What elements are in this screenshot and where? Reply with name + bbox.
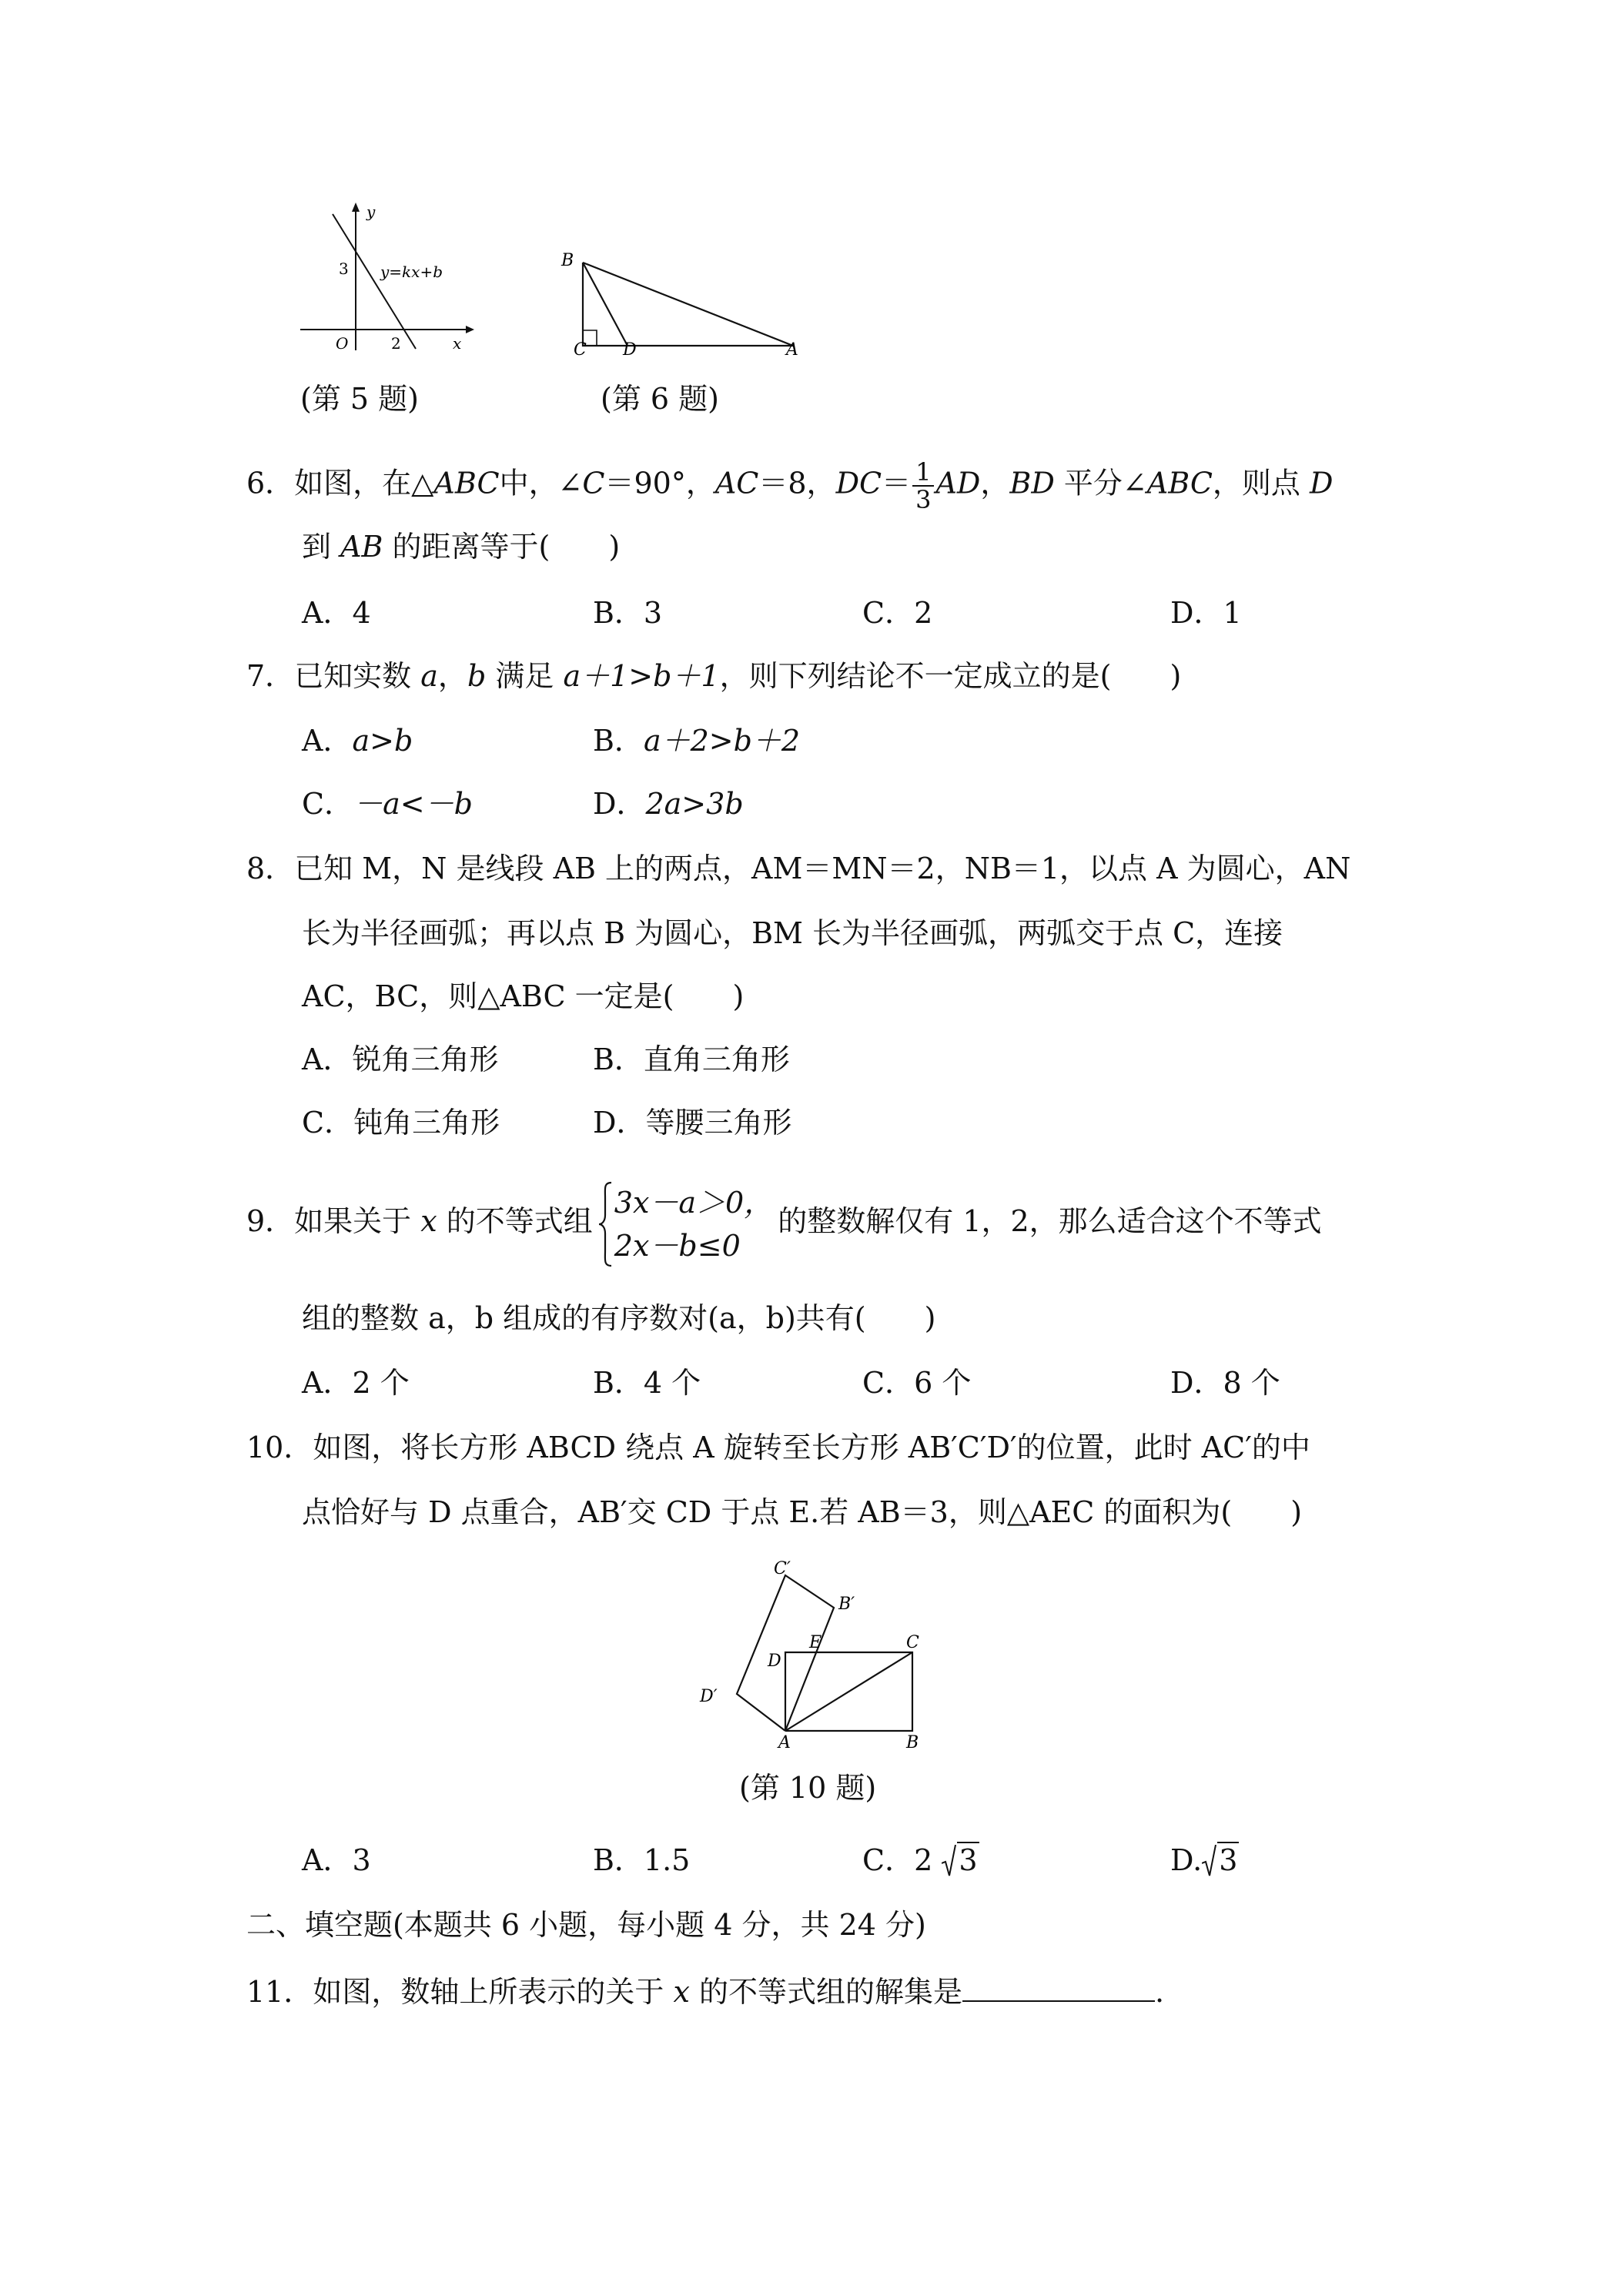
q6-text-c: ＝90°， [604,466,715,500]
q6-text-d: ＝8， [758,466,836,500]
fig10-label-b-prime: B′ [838,1595,855,1614]
q6-option-c[interactable]: C．2 [862,596,933,630]
figure-5-caption: (第 5 题) [300,382,419,416]
q6-frac-den: 3 [915,485,932,514]
q6-ab: AB [340,530,383,564]
q11-answer-blank[interactable] [962,1973,1155,2002]
fig6-label-d: D [623,340,637,358]
q7-a: a [420,659,438,693]
fig6-label-c: C [574,340,587,358]
fig10-label-b: B [906,1733,919,1748]
question-11-stem [246,1973,1164,2009]
q6-ad: AD [935,466,981,500]
sqrt-icon [1202,1843,1239,1877]
brace-icon [597,1181,613,1267]
section-2-heading: 二、填空题(本题共 6 小题，每小题 4 分，共 24 分) [246,1908,926,1942]
q9-option-d[interactable]: D．8 个 [1170,1366,1280,1400]
q9-option-a[interactable]: A．2 个 [302,1366,410,1400]
fig5-origin: O [336,334,349,353]
q7-condition: a＋1>b＋1 [563,659,720,693]
q6-frac-num: 1 [912,459,934,487]
q7-option-d-text: 2a>3b [645,787,744,821]
q7-option-b-text: a＋2>b＋2 [643,724,801,758]
question-8-line-2: 长为半径画弧；再以点 B 为圆心，BM 长为半径画弧，两弧交于点 C，连接 [302,916,1283,950]
q8-option-c[interactable]: C．钝角三角形 [302,1106,500,1140]
fig5-y-label: y [366,202,376,221]
q6-abc-2: ABC [1146,466,1213,500]
question-6-line-2 [302,530,620,564]
fig6-label-b: B [561,251,574,270]
q7-text-b: ， [437,659,467,693]
q10-option-c-root: 3 [959,1843,978,1877]
q7-option-d-label: D． [593,787,646,821]
question-7-stem [246,659,1181,693]
fig6-label-a: A [786,340,798,358]
sqrt-icon [942,1843,979,1877]
q11-x: x [673,1975,690,2009]
q6-fraction [912,459,934,513]
q6-option-d[interactable]: D．1 [1170,596,1242,630]
q9-text-a: 9．如果关于 [246,1204,421,1238]
fig10-label-c: C [906,1633,919,1652]
q6-dc: DC [835,466,882,500]
question-10-line-1: 10．如图，将长方形 ABCD 绕点 A 旋转至长方形 AB′C′D′的位置，此时 AC′的中 [246,1431,1310,1464]
q6-abc: ABC [433,466,500,500]
q6-text-i: 的距离等于( ) [383,530,621,564]
q6-ac: AC [714,466,759,500]
fig10-label-d-prime: D′ [700,1687,718,1706]
q11-text-c: . [1154,1975,1165,2009]
fig10-label-a: A [778,1733,791,1748]
q7-text-d: ，则下列结论不一定成立的是( ) [719,659,1182,693]
q7-option-a[interactable] [302,724,413,758]
q11-text-b: 的不等式组的解集是 [689,1975,962,2009]
q11-text-a: 11．如图，数轴上所表示的关于 [246,1975,674,2009]
q9-inequality-system [597,1181,773,1267]
fig10-label-d: D [768,1652,781,1671]
fig5-x-label: x [453,334,462,353]
q7-option-a-text: a>b [352,724,413,758]
q9-inequality-2: 2x－b≤0 [614,1228,741,1263]
q7-option-c[interactable] [302,787,473,821]
q7-text-a: 7．已知实数 [246,659,421,693]
question-8-line-3: AC，BC，则△ABC 一定是( ) [302,979,745,1013]
q10-option-c-label: C．2 [862,1843,933,1877]
q10-option-d-label: D. [1170,1843,1203,1877]
q6-d: D [1310,466,1334,500]
q7-text-c: 满足 [486,659,564,693]
q6-text-e: ， [980,466,1010,500]
q9-x: x [420,1204,437,1238]
figure-10-caption: (第 10 题) [739,1771,877,1805]
q6-text-g: ，则点 [1212,466,1310,500]
q10-option-b[interactable]: B．1.5 [593,1843,691,1877]
figure-5-graph [300,200,477,354]
question-10-line-2: 点恰好与 D 点重合，AB′交 CD 于点 E.若 AB＝3，则△AEC 的面积为( ) [302,1495,1303,1529]
q6-option-b[interactable]: B．3 [593,596,663,630]
q6-eq: ＝ [882,466,912,500]
q10-option-d-root: 3 [1219,1843,1238,1877]
q7-option-c-label: C． [302,787,354,821]
q7-option-a-label: A． [302,724,353,758]
question-8-line-1: 8．已知 M，N 是线段 AB 上的两点，AM＝MN＝2，NB＝1，以点 A 为圆心，AN [246,852,1351,885]
q10-option-c[interactable] [862,1843,979,1877]
q9-inequality-1: 3x－a＞0， [614,1185,774,1220]
figure-6-caption: (第 6 题) [601,382,719,416]
q7-b: b [467,659,487,693]
fig5-equation: y=kx+b [380,263,443,281]
q6-c: C [582,466,605,500]
q8-option-b[interactable]: B．直角三角形 [593,1043,790,1076]
figure-10-rectangles [697,1548,943,1748]
q10-option-a[interactable]: A．3 [302,1843,371,1877]
fig5-x-intercept: 2 [391,334,401,353]
fig10-label-e: E [809,1633,822,1652]
q7-option-c-text: －a<－b [353,787,473,821]
q6-text-a: 6．如图，在△ [246,466,434,500]
fig5-y-intercept: 3 [339,259,349,278]
q9-option-c[interactable]: C．6 个 [862,1366,972,1400]
figure-6-triangle [558,243,812,358]
fig10-label-c-prime: C′ [774,1559,791,1578]
q6-bd: BD [1009,466,1055,500]
q9-text-c: 的整数解仅有 1，2，那么适合这个不等式 [778,1204,1322,1238]
question-9-line-1 [246,1178,1322,1267]
q6-option-a[interactable]: A．4 [302,596,371,630]
q6-text-f: 平分∠ [1054,466,1147,500]
q9-text-b: 的不等式组 [437,1204,593,1238]
q6-text-h: 到 [302,530,341,564]
q8-option-a[interactable]: A．锐角三角形 [302,1043,499,1076]
q10-option-d[interactable] [1170,1843,1239,1877]
q7-option-b[interactable] [593,724,800,758]
q6-text-b: 中，∠ [499,466,583,500]
q7-option-b-label: B． [593,724,644,758]
q8-option-d[interactable]: D．等腰三角形 [593,1106,792,1140]
question-6-line-1 [246,459,1333,513]
q9-option-b[interactable]: B．4 个 [593,1366,701,1400]
q7-option-d[interactable] [593,787,744,821]
question-9-line-2: 组的整数 a，b 组成的有序数对(a，b)共有( ) [302,1301,936,1335]
